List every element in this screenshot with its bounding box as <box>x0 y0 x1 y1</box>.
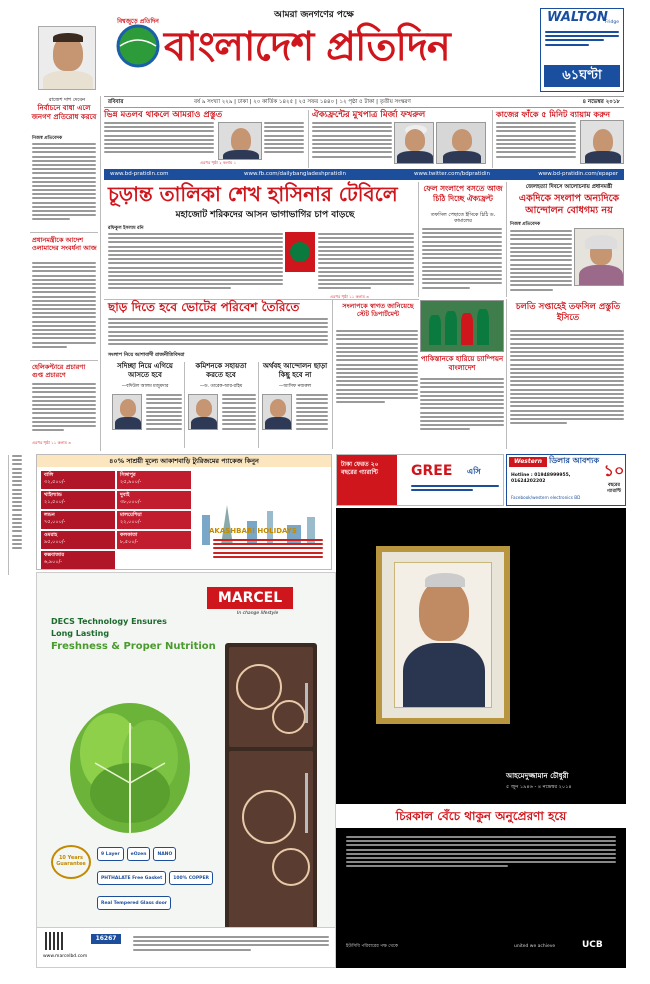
quote-2-photo <box>188 394 218 430</box>
marcel-guarantee: 10 Years Guarantee <box>51 845 91 879</box>
walton-sub: Fridge <box>605 20 619 25</box>
epaper-link[interactable]: www.bd-pratidin.com/epaper <box>538 171 618 177</box>
marcel-footer <box>37 927 335 967</box>
pm-headline: একদিকে সংলাপ অন্যদিকে আন্দোলন বোধগম্য নয় <box>518 193 620 217</box>
quote-2-by: —ড. তারেক-আর-রহিম <box>199 384 243 389</box>
top-story-2-photo <box>394 122 434 164</box>
flight-price: ৮,৫০০/- <box>120 538 139 545</box>
top-story-more: এরপর পৃষ্ঠা ২ কলাম ১ <box>200 160 237 165</box>
quote-3-by: —আসিফ নজরুল <box>278 384 312 389</box>
quote-2-title: কমিশনকে সহায়তা করতে হবে <box>195 362 247 380</box>
flight-ad <box>36 454 332 570</box>
marcel-line2: Long Lasting <box>51 629 110 638</box>
pm-kicker: জেলহত্যা দিবসে আলোচনায় প্রধানমন্ত্রী <box>525 184 613 190</box>
flight-city: দুবাই <box>120 492 130 498</box>
lead-headline: চূড়ান্ত তালিকা শেখ হাসিনার টেবিলে <box>108 182 398 206</box>
day-label: রবিবার <box>108 99 124 105</box>
schedule-title: চলতি সপ্তাহেই তফসিল প্রস্তুতি ইসিতে <box>515 302 621 324</box>
flight-price: ৩২,৫০০/- <box>44 478 66 485</box>
obituary-dates: ৫ জুন ১৯৪৬ - ৪ নভেম্বর ২০১৪ <box>506 784 572 790</box>
masthead <box>104 10 534 90</box>
flight-city: কলকাতা <box>120 532 138 538</box>
lead-deck: মহাজোট শরিকদের আসন ভাগাভাগির চাপ বাড়ছে <box>175 210 355 220</box>
marcel-ad <box>36 572 336 968</box>
vote-headline: ছাড় দিতে হবে ভোটের পরিবেশ তৈরিতে <box>108 300 300 314</box>
lead-byline: রফিকুল ইসলাম রনি <box>108 226 144 231</box>
flight-price: ৬,৯০০/- <box>44 558 63 565</box>
gree-tagline: টাকা ফেরত ২০ বছরের গ্যারান্টি <box>337 455 397 506</box>
flight-price-cell <box>41 551 115 569</box>
sports-title: সংলাপকে স্বাগত জানিয়েছে স্টেট ডিপার্টমেন্ট <box>342 302 414 319</box>
marcel-feature-badge: 9 Layer <box>97 847 124 861</box>
fridge-graphic <box>225 643 317 933</box>
side-story-sub: তফসিল পেছাতে ইসিকে চিঠি ড. কামালের <box>430 212 496 225</box>
flight-price: ৯৫,০০০/- <box>44 538 66 545</box>
flight-price-cell <box>117 531 191 549</box>
flight-city: থাইল্যান্ড <box>44 492 62 498</box>
obituary-ad <box>336 508 626 968</box>
marcel-feature-badge: eOzen <box>127 847 151 861</box>
marcel-line3: Freshness & Proper Nutrition <box>51 641 216 652</box>
gree-brand: GREE <box>411 463 453 479</box>
top-story-2-photo-b <box>436 122 486 164</box>
columnist-bureau: নিজস্ব প্রতিবেদক <box>32 136 63 141</box>
walton-brand: WALTON <box>547 10 608 25</box>
marcel-feature-badge: 100% COPPER <box>169 871 213 885</box>
date-label: ৪ নভেম্বর ২০১৮ <box>582 99 620 105</box>
gree-sub: এসি <box>467 467 481 476</box>
columnist-photo <box>38 26 96 90</box>
top-story-2-title: ঐক্যফ্রন্টের মুখপাত্র মির্জা ফখরুল <box>312 110 426 120</box>
western-hotline: Hotline : 01948999955, 01624202202 <box>511 473 571 484</box>
western-fb: Facebook/western electronics BD <box>511 495 581 500</box>
western-dealer: ডিলার আবশ্যক <box>549 456 600 465</box>
flight-city: লন্ডন <box>44 512 55 518</box>
flight-price: ৩৮,০০০/- <box>120 498 142 505</box>
quote-3-title: অর্থবহ আন্দোলন ছাড়া কিছু হবে না <box>262 362 328 380</box>
top-story-3-title: কাজের ফাঁকে ৫ মিনিট ব্যায়াম করুন <box>496 110 611 119</box>
web-link[interactable]: www.bd-pratidin.com <box>110 171 169 177</box>
marcel-hotline: 16267 <box>91 934 121 944</box>
obituary-footer-left: ইউসিবি পরিবারের পক্ষ থেকে <box>346 944 398 949</box>
marcel-feature-badge: Real Tempered Glass door <box>97 896 171 910</box>
flight-price: ৭৫,০০০/- <box>44 518 66 525</box>
pm-photo <box>574 228 624 286</box>
marcel-tag: In change lifestyle <box>237 611 279 616</box>
obituary-footer-right: united we achieve <box>514 944 556 949</box>
top-story-1-photo <box>218 122 262 160</box>
portrait-frame <box>376 546 510 724</box>
top-story-3-photo <box>580 120 624 164</box>
western-years: ১০ <box>603 461 625 480</box>
cricket-photo <box>420 300 504 352</box>
marcel-feature-badge: PHTHALATE Free Gasket <box>97 871 166 885</box>
flight-price-cell <box>117 491 191 509</box>
quote-1-title: সদিচ্ছা নিয়ে এগিয়ে আসতে হবে <box>117 362 173 380</box>
walton-ad <box>540 8 624 92</box>
marcel-feature-badge: NANO <box>153 847 176 861</box>
flight-price: ২১,৫০০/- <box>44 498 66 505</box>
qr-code[interactable] <box>45 932 63 950</box>
left-headline-1: প্রধানমন্ত্রীকে আদেশ ওলামাদের সংবর্ধনা আজ <box>32 236 97 253</box>
flight-price-grid <box>41 471 191 567</box>
flight-city: ওমরাহ <box>44 532 58 538</box>
flight-brand: AKASHBARI HOLIDAYS <box>209 527 297 535</box>
marcel-brand: MARCEL <box>207 587 293 609</box>
quote-1-photo <box>112 394 142 430</box>
newspaper-title: বাংলাদেশ প্রতিদিন <box>164 23 450 70</box>
obituary-name: আহমেদুজ্জামান চৌধুরী <box>506 772 569 780</box>
flight-price: ২২,০০০/- <box>120 518 142 525</box>
twitter-link[interactable]: www.twitter.com/bdpratidin <box>414 171 491 177</box>
date-bar <box>104 96 624 108</box>
western-warranty: বছরের গ্যারান্টি <box>606 483 622 494</box>
obituary-headline: চিরকাল বেঁচে থাকুন অনুপ্রেরণা হয়ে <box>395 809 567 823</box>
vote-sub: সংলাপ নিয়ে আশাবাদী রাজনীতিবিদরা <box>108 352 185 358</box>
flight-price-cell <box>117 511 191 529</box>
flight-price: ২৫,৯০০/- <box>120 478 142 485</box>
obituary-headline-bar <box>336 804 626 828</box>
ucb-logo: UCB <box>582 940 603 950</box>
western-ad <box>506 454 626 506</box>
lead-more: এরপর পৃষ্ঠা ১১ কলাম ৩ <box>330 294 369 299</box>
flight-city: বালি <box>44 472 54 478</box>
flight-price-cell <box>41 511 115 529</box>
marcel-line1: DECS Technology Ensures <box>51 617 167 626</box>
flight-ad-header: ৪০% সাশ্রয়ী মূল্যে আকাশবাড়ি ট্যুরিজমের প্যাকেজ কিনুন <box>37 455 331 467</box>
columnist-name: রাজেশ দাশ দেবেন <box>48 97 86 103</box>
issue-info: বর্ষ ৯ সংখ্যা ২২৯ | ঢাকা | ২০ কার্তিক ১৪২৫ | ২৫ সফর ১৪৪০ | ১২ পৃষ্ঠা ৫ টাকা | তৃতীয় সংস্করণ <box>194 99 411 105</box>
quote-1-by: —বদিউল আলম মজুমদার <box>121 384 169 389</box>
flight-city: কক্সবাজার <box>44 552 65 558</box>
side-story-title: ফেল সংলাপে বসতে আজ চিঠি দিচ্ছে ঐক্যফ্রন্ট <box>423 184 503 203</box>
gree-ad <box>336 454 504 506</box>
bangladesh-flag <box>285 232 315 272</box>
flight-city: মালয়েশিয়া <box>120 512 142 518</box>
left-more: এরপর পৃষ্ঠা ১১ কলাম ৩ <box>32 440 71 445</box>
sidebar-strip <box>8 455 24 575</box>
columnist-headline: নির্বাচনে বাধা এলে জনগণ প্রতিরোধ করবে <box>31 104 97 122</box>
marcel-web[interactable]: www.marcelbd.com <box>43 954 88 959</box>
western-brand: Western <box>509 457 547 467</box>
pm-bureau: নিজস্ব প্রতিবেদক <box>510 222 541 227</box>
flight-price-cell <box>41 491 115 509</box>
url-bar <box>104 169 624 180</box>
globe-badge-text: বিশ্বজুড়ে প্রতিদিন <box>117 18 159 25</box>
globe-logo <box>110 16 166 72</box>
masthead-slogan: আমরা জনগণের পক্ষে <box>274 10 354 20</box>
walton-badge: ৬১ঘণ্টা <box>544 65 620 87</box>
cricket-title: পাকিস্তানকে হারিয়ে চ্যাম্পিয়ন বাংলাদেশ <box>420 355 504 373</box>
left-headline-2: হেলিকপ্টারে প্রচারণা গুপ্ত প্রচারণে <box>32 363 86 380</box>
lettuce-graphic <box>55 683 205 843</box>
flight-city: সিঙ্গাপুর <box>120 472 136 478</box>
marcel-features <box>97 847 221 917</box>
quote-3-photo <box>262 394 292 430</box>
flight-price-cell <box>41 471 115 489</box>
flight-price-cell <box>41 531 115 549</box>
flight-price-cell <box>117 471 191 489</box>
facebook-link[interactable]: www.fb.com/dailybangladeshpratidin <box>244 171 346 177</box>
top-story-1-title: ভিন্ন মতলব থাকলে আমরাও প্রস্তুত <box>104 110 223 120</box>
